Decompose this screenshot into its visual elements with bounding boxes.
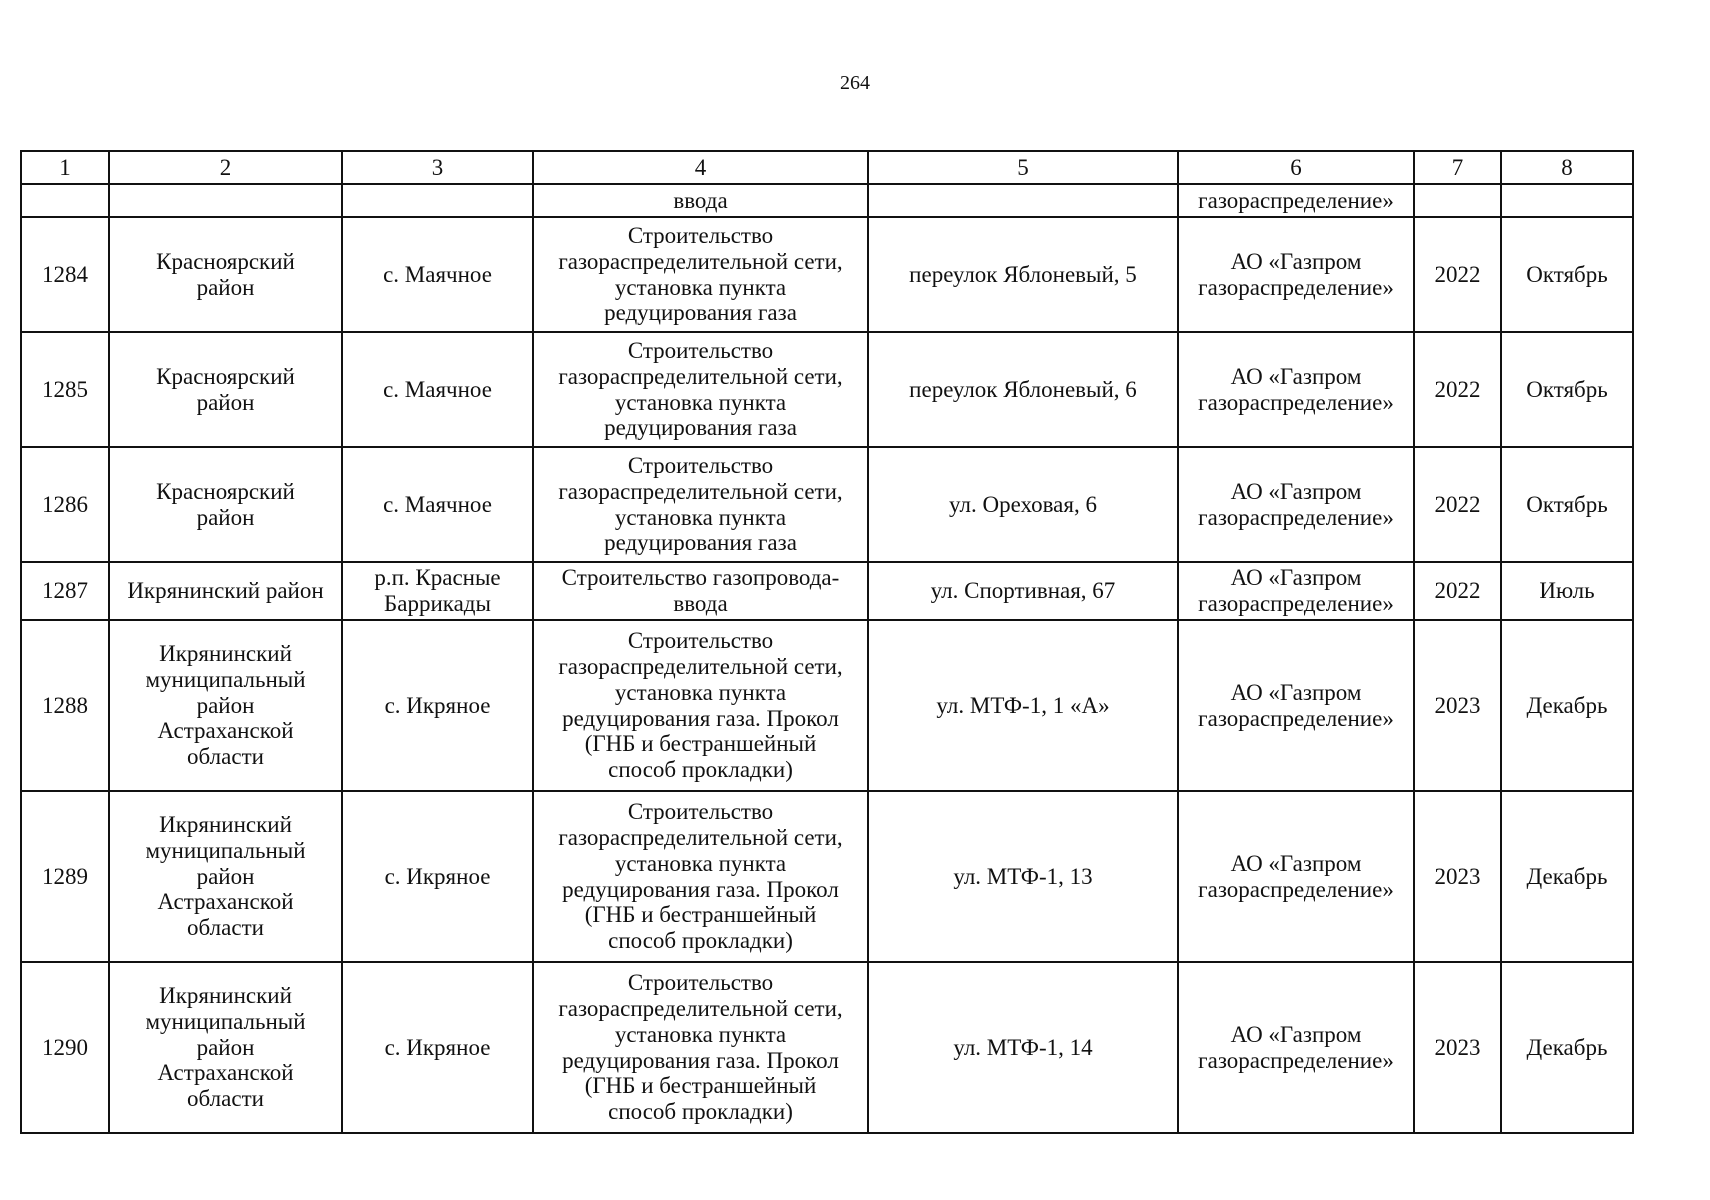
- row-number-cell: 1286: [21, 447, 109, 562]
- continuation-row: [21, 184, 1633, 217]
- column-number-cell: 5: [868, 151, 1178, 184]
- table-row: [21, 620, 1633, 791]
- continuation-cell: ввода: [533, 184, 868, 217]
- work-cell: Строительство газораспределительной сети, установка пункта редуцирования газа. Прокол (ГНБ и бестраншейный способ прокладки): [533, 791, 868, 962]
- organization-cell: АО «Газпром газораспределение»: [1178, 332, 1414, 447]
- work-cell: Строительство газораспределительной сети, установка пункта редуцирования газа: [533, 217, 868, 332]
- year-cell: 2023: [1414, 620, 1501, 791]
- month-cell: Декабрь: [1501, 791, 1633, 962]
- settlement-cell: с. Икряное: [342, 962, 533, 1133]
- address-cell: ул. Ореховая, 6: [868, 447, 1178, 562]
- year-cell: 2022: [1414, 332, 1501, 447]
- district-cell: Красноярский район: [109, 447, 342, 562]
- district-cell: Икрянинский муниципальный район Астраханской области: [109, 962, 342, 1133]
- month-cell: Октябрь: [1501, 217, 1633, 332]
- address-cell: ул. Спортивная, 67: [868, 562, 1178, 620]
- settlement-cell: с. Маячное: [342, 217, 533, 332]
- organization-cell: АО «Газпром газораспределение»: [1178, 562, 1414, 620]
- column-number-row: [21, 151, 1633, 184]
- district-cell: Красноярский район: [109, 332, 342, 447]
- settlement-cell: с. Икряное: [342, 791, 533, 962]
- page-number: 264: [840, 72, 870, 94]
- settlement-cell: с. Маячное: [342, 447, 533, 562]
- continuation-cell: [1501, 184, 1633, 217]
- continuation-cell: [21, 184, 109, 217]
- work-cell: Строительство газораспределительной сети, установка пункта редуцирования газа. Прокол (ГНБ и бестраншейный способ прокладки): [533, 620, 868, 791]
- work-cell: Строительство газопровода- ввода: [533, 562, 868, 620]
- year-cell: 2022: [1414, 447, 1501, 562]
- column-number-cell: 2: [109, 151, 342, 184]
- column-number-cell: 3: [342, 151, 533, 184]
- organization-cell: АО «Газпром газораспределение»: [1178, 962, 1414, 1133]
- table-row: [21, 562, 1633, 620]
- month-cell: Июль: [1501, 562, 1633, 620]
- table-row: [21, 791, 1633, 962]
- table-row: [21, 962, 1633, 1133]
- district-cell: Красноярский район: [109, 217, 342, 332]
- settlement-cell: с. Икряное: [342, 620, 533, 791]
- address-cell: ул. МТФ-1, 14: [868, 962, 1178, 1133]
- year-cell: 2022: [1414, 562, 1501, 620]
- district-cell: Икрянинский муниципальный район Астраханской области: [109, 791, 342, 962]
- continuation-cell: [1414, 184, 1501, 217]
- row-number-cell: 1287: [21, 562, 109, 620]
- continuation-cell: [342, 184, 533, 217]
- row-number-cell: 1288: [21, 620, 109, 791]
- address-cell: ул. МТФ-1, 1 «А»: [868, 620, 1178, 791]
- month-cell: Декабрь: [1501, 962, 1633, 1133]
- month-cell: Октябрь: [1501, 447, 1633, 562]
- address-cell: переулок Яблоневый, 5: [868, 217, 1178, 332]
- organization-cell: АО «Газпром газораспределение»: [1178, 447, 1414, 562]
- row-number-cell: 1289: [21, 791, 109, 962]
- work-cell: Строительство газораспределительной сети, установка пункта редуцирования газа. Прокол (ГНБ и бестраншейный способ прокладки): [533, 962, 868, 1133]
- month-cell: Октябрь: [1501, 332, 1633, 447]
- work-cell: Строительство газораспределительной сети, установка пункта редуцирования газа: [533, 447, 868, 562]
- table-row: [21, 447, 1633, 562]
- continuation-cell: [868, 184, 1178, 217]
- organization-cell: АО «Газпром газораспределение»: [1178, 620, 1414, 791]
- address-cell: переулок Яблоневый, 6: [868, 332, 1178, 447]
- year-cell: 2022: [1414, 217, 1501, 332]
- row-number-cell: 1285: [21, 332, 109, 447]
- gas-network-table: [20, 150, 1634, 1134]
- row-number-cell: 1290: [21, 962, 109, 1133]
- table-row: [21, 217, 1633, 332]
- organization-cell: АО «Газпром газораспределение»: [1178, 791, 1414, 962]
- row-number-cell: 1284: [21, 217, 109, 332]
- address-cell: ул. МТФ-1, 13: [868, 791, 1178, 962]
- district-cell: Икрянинский район: [109, 562, 342, 620]
- work-cell: Строительство газораспределительной сети, установка пункта редуцирования газа: [533, 332, 868, 447]
- column-number-cell: 7: [1414, 151, 1501, 184]
- district-cell: Икрянинский муниципальный район Астраханской области: [109, 620, 342, 791]
- column-number-cell: 8: [1501, 151, 1633, 184]
- column-number-cell: 4: [533, 151, 868, 184]
- column-number-cell: 6: [1178, 151, 1414, 184]
- column-number-cell: 1: [21, 151, 109, 184]
- settlement-cell: р.п. Красные Баррикады: [342, 562, 533, 620]
- continuation-cell: газораспределение»: [1178, 184, 1414, 217]
- table-row: [21, 332, 1633, 447]
- year-cell: 2023: [1414, 962, 1501, 1133]
- organization-cell: АО «Газпром газораспределение»: [1178, 217, 1414, 332]
- year-cell: 2023: [1414, 791, 1501, 962]
- continuation-cell: [109, 184, 342, 217]
- settlement-cell: с. Маячное: [342, 332, 533, 447]
- month-cell: Декабрь: [1501, 620, 1633, 791]
